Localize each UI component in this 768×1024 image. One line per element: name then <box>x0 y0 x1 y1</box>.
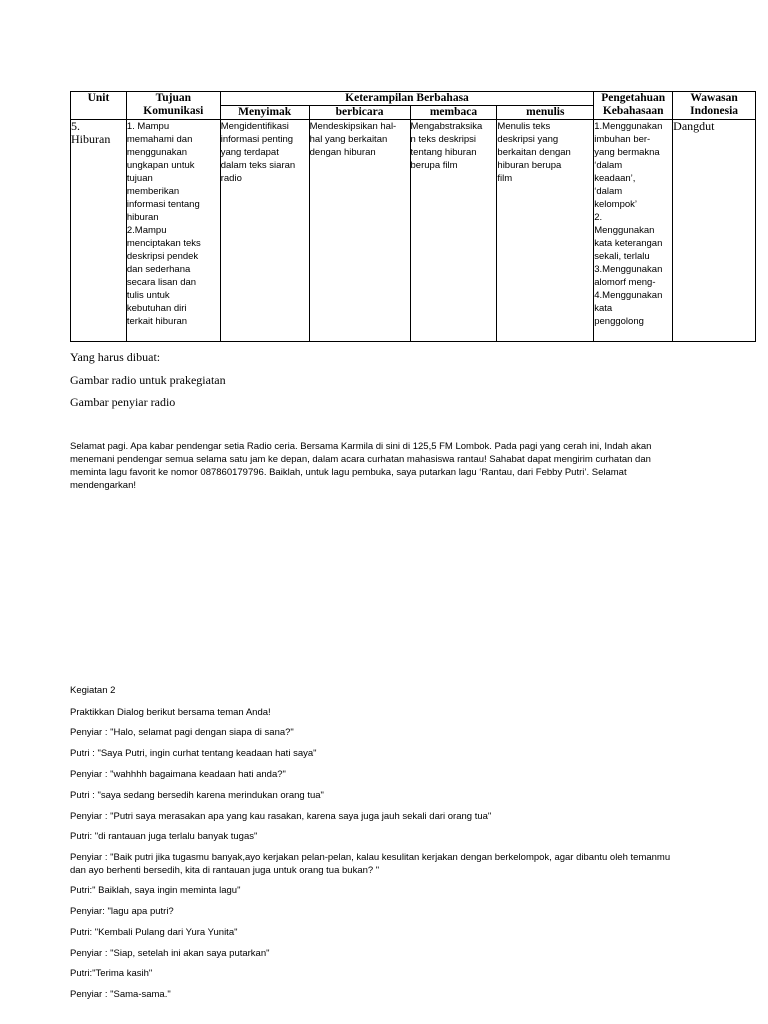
cell-wawasan: Dangdut <box>673 120 756 342</box>
header-berbicara: berbicara <box>309 106 410 120</box>
dialog-line: Penyiar : "Sama-sama." <box>70 989 171 1000</box>
dialog-line: dan ayo berhenti bersedih, kita di rantauan juga untuk orang tua bukan? " <box>70 865 380 876</box>
header-membaca: membaca <box>410 106 497 120</box>
header-menulis: menulis <box>497 106 594 120</box>
dialog-line: Penyiar : "Baik putri jika tugasmu banyak,ayo kerjakan pelan-pelan, kalau kesulitan kerjakan dengan berkelompok, agar dibantu oleh temanmu <box>70 852 671 863</box>
dialog-line: Penyiar : "Halo, selamat pagi dengan siapa di sana?" <box>70 727 294 738</box>
cell-berbicara: Mendeskipsikan hal- hal yang berkaitan dengan hiburan <box>309 120 410 342</box>
cell-menulis: Menulis teks deskripsi yang berkaitan dengan hiburan berupa film <box>497 120 594 342</box>
header-pengetahuan-kebahasaan: Pengetahuan Kebahasaan <box>594 92 673 120</box>
dialog-line: Penyiar: "lagu apa putri? <box>70 906 174 917</box>
table-header-row-1 <box>71 92 756 106</box>
activity-title: Kegiatan 2 <box>70 685 116 696</box>
header-keterampilan-berbahasa: Keterampilan Berbahasa <box>220 92 594 106</box>
table-row <box>71 120 756 342</box>
dialog-line: Putri : "Saya Putri, ingin curhat tentang keadaan hati saya" <box>70 748 317 759</box>
dialog-line: Penyiar : "Siap, setelah ini akan saya putarkan" <box>70 948 270 959</box>
dialog-line: Putri: "Kembali Pulang dari Yura Yunita" <box>70 927 238 938</box>
header-tujuan-komunikasi: Tujuan Komunikasi <box>126 92 220 120</box>
cell-tujuan: 1. Mampu memahami dan menggunakan ungkapan untuk tujuan memberikan informasi tentang hiburan 2.Mampu menciptakan teks deskripsi pendek dan sederhana secara lisan dan tulis untuk kebutuhan diri terkait hiburan <box>126 120 220 342</box>
header-wawasan-indonesia: Wawasan Indonesia <box>673 92 756 120</box>
requirements-heading: Yang harus dibuat: <box>70 350 161 364</box>
dialog-line: Putri: "di rantauan juga terlalu banyak tugas" <box>70 831 258 842</box>
dialog-line: Penyiar : "Putri saya merasakan apa yang kau rasakan, karena saya juga jauh sekali dari orang tua" <box>70 811 492 822</box>
cell-membaca: Mengabstraksika n teks deskripsi tentang hiburan berupa film <box>410 120 497 342</box>
header-unit: Unit <box>71 92 127 120</box>
requirement-item: Gambar penyiar radio <box>70 395 176 409</box>
dialog-line: Putri:"Terima kasih" <box>70 968 153 979</box>
requirement-item: Gambar radio untuk prakegiatan <box>70 373 226 387</box>
dialog-line: Putri:" Baiklah, saya ingin meminta lagu" <box>70 885 241 896</box>
dialog-line: Penyiar : "wahhhh bagaimana keadaan hati anda?" <box>70 769 286 780</box>
radio-intro-paragraph: Selamat pagi. Apa kabar pendengar setia Radio ceria. Bersama Karmila di sini di 125,5 FM Lombok. Pada pagi yang cerah ini, Indah akan menemani pendengar semua selama satu jam ke depan, dalam acara curhatan mahasiswa rantau! Sahabat dapat mengirim curhatan dan meminta lagu favorit ke nomor 087860179796. Baiklah, untuk lagu pembuka, saya putarkan lagu ‘Rantau, dari Febby Putri’. Selamat mendengarkan! <box>70 441 652 491</box>
cell-pengetahuan: 1.Menggunakan imbuhan ber- yang bermakna ‘dalam keadaan’, ‘dalam kelompok’ 2. Menggunakan kata keterangan sekali, terlalu 3.Menggunakan alomorf meng- 4.Menggunakan kata penggolong <box>594 120 673 342</box>
activity-instruction: Praktikkan Dialog berikut bersama teman Anda! <box>70 707 271 718</box>
cell-unit: 5. Hiburan <box>71 120 127 342</box>
header-menyimak: Menyimak <box>220 106 309 120</box>
syllabus-table <box>70 91 756 342</box>
cell-menyimak: Mengidentifikasi informasi penting yang terdapat dalam teks siaran radio <box>220 120 309 342</box>
dialog-line: Putri : "saya sedang bersedih karena merindukan orang tua" <box>70 790 324 801</box>
